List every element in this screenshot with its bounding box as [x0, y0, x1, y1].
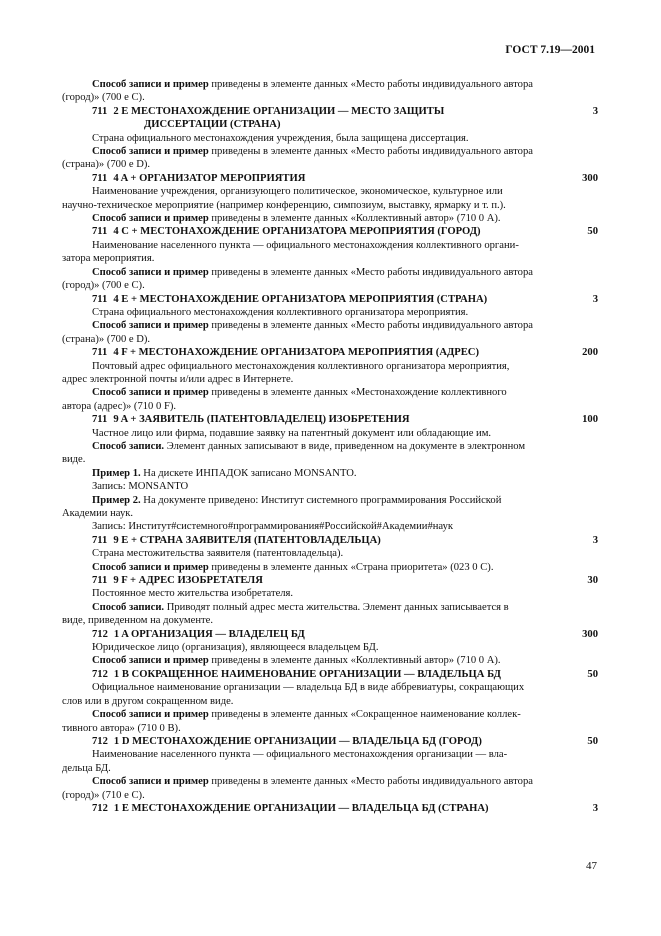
paragraph-continuation: виде.: [62, 454, 86, 466]
section-heading: [92, 413, 598, 426]
bold-lead: Способ записи и пример: [92, 79, 209, 90]
paragraph-line: [92, 306, 598, 319]
paragraph-continuation: слов или в другом сокращенном виде.: [62, 695, 234, 707]
paragraph-text: Наименование населенного пункта — официального местонахождения коллективного органи-: [92, 239, 519, 251]
paragraph: [62, 266, 598, 293]
paragraph-continuation: (страна)» (700 e D).: [62, 333, 151, 345]
bold-lead: Способ записи и пример: [92, 320, 209, 332]
text-line: [92, 641, 598, 654]
bold-lead: Способ записи и пример: [92, 655, 209, 667]
section-heading: [92, 172, 598, 185]
paragraph-text: приведены в элементе данных «Место работы индивидуального автора: [208, 776, 533, 788]
element-title: 9 E + СТРАНА ЗАЯВИТЕЛЯ (ПАТЕНТОВЛАДЕЛЬЦА): [113, 534, 381, 546]
paragraph-text: приведены в элементе данных «Коллективный автор» (710 0 A).: [208, 213, 501, 225]
document-header: ГОСТ 7.19—2001: [505, 44, 595, 56]
paragraph-text: Частное лицо или фирма, подавшие заявку на патентный документ или обладающие им.: [92, 427, 492, 439]
element-length: 3: [592, 105, 598, 117]
paragraph-text: приведены в элементе данных «Место работы индивидуального автора: [208, 79, 533, 90]
section-heading: [92, 105, 598, 132]
paragraph-text: На документе приведено: Институт системного программирования Российской: [140, 494, 502, 506]
text-line: [62, 748, 598, 775]
element-code: 711: [92, 575, 108, 587]
paragraph-line: [92, 78, 598, 91]
text-line: [92, 306, 598, 319]
element-code: 711: [92, 105, 108, 117]
element-length: 50: [587, 226, 598, 238]
paragraph-text: На дискете ИНПАДОК записано MONSANTO.: [140, 467, 357, 479]
section-heading: [92, 668, 598, 681]
paragraph-line: [92, 212, 598, 225]
element-code: 711: [92, 226, 108, 238]
element-title-continued: ДИССЕРТАЦИИ (СТРАНА): [144, 119, 281, 131]
paragraph-continuation: адрес электронной почты и/или адрес в Интернете.: [62, 373, 294, 385]
text-line: [62, 239, 598, 266]
paragraph: [62, 386, 598, 413]
paragraph-line: [92, 748, 598, 761]
text-line: [92, 427, 598, 440]
text-line: [92, 587, 598, 600]
bold-lead: Способ записи и пример: [92, 709, 209, 721]
paragraph-text: Страна официального местонахождения коллективного организатора мероприятия.: [92, 306, 469, 318]
paragraph-text: приведены в элементе данных «Страна приоритета» (023 0 C).: [208, 561, 494, 573]
bold-lead: Способ записи и пример: [92, 146, 209, 158]
paragraph-text: Запись: MONSANTO: [92, 481, 189, 493]
paragraph-text: Официальное наименование организации — владельца БД в виде аббревиатуры, сокращающих: [92, 682, 525, 694]
element-length: 50: [587, 668, 598, 680]
bold-lead: Способ записи и пример: [92, 776, 209, 788]
paragraph-text: Юридическое лицо (организация), являющееся владельцем БД.: [92, 642, 379, 654]
element-length: 30: [587, 575, 598, 587]
paragraph-continuation: виде, приведенном на документе.: [62, 615, 213, 627]
section-heading: [92, 293, 598, 306]
paragraph: [92, 467, 598, 480]
paragraph-continuation: тивного автора» (710 0 B).: [62, 722, 181, 734]
section-heading: [92, 802, 598, 815]
bold-lead: Пример 2.: [92, 494, 141, 506]
paragraph-text: Постоянное место жительства изобретателя.: [92, 588, 294, 600]
text-line: [62, 360, 598, 387]
paragraph-line: [92, 708, 598, 721]
paragraph-continuation: (город)» (700 e C).: [62, 280, 145, 292]
element-title: 1 D МЕСТОНАХОЖДЕНИЕ ОРГАНИЗАЦИИ — ВЛАДЕЛЬЦА БД (ГОРОД): [113, 735, 482, 747]
text-line: [62, 681, 598, 708]
element-code: 712: [92, 802, 108, 814]
section-heading: [92, 346, 598, 359]
paragraph-line: [92, 520, 598, 533]
element-code: 711: [92, 414, 108, 426]
paragraph-line: [92, 494, 598, 507]
paragraph: [62, 601, 598, 628]
element-code: 712: [92, 735, 108, 747]
element-length: 3: [592, 802, 598, 814]
paragraph-line: [92, 427, 598, 440]
element-length: 3: [592, 534, 598, 546]
element-code: 712: [92, 628, 108, 640]
element-title: 4 C + МЕСТОНАХОЖДЕНИЕ ОРГАНИЗАТОРА МЕРОПРИЯТИЯ (ГОРОД): [113, 226, 481, 238]
paragraph: [92, 561, 598, 574]
paragraph-continuation: научно-техническое мероприятие (например конференцию, симпозиум, выставку, ярмарку и т. п.).: [62, 199, 506, 211]
text-line: [92, 547, 598, 560]
paragraph-text: Наименование населенного пункта — официального местонахождения организации — вла-: [92, 749, 508, 761]
bold-lead: Способ записи и пример: [92, 561, 209, 573]
bold-lead: Способ записи и пример: [92, 266, 209, 278]
element-title: 2 E МЕСТОНАХОЖДЕНИЕ ОРГАНИЗАЦИИ — МЕСТО ЗАЩИТЫ: [113, 105, 445, 117]
element-code: 711: [92, 172, 108, 184]
paragraph-text: Наименование учреждения, организующего политическое, экономическое, культурное или: [92, 186, 503, 198]
paragraph-line: [92, 185, 598, 198]
element-code: 711: [92, 347, 108, 359]
paragraph-text: Запись: Институт#системного#программирования#Российской#Академии#наук: [92, 521, 454, 533]
paragraph-text: приведены в элементе данных «Сокращенное наименование коллек-: [208, 709, 521, 721]
paragraph-line: [92, 467, 598, 480]
paragraph-continuation: (страна)» (700 e D).: [62, 159, 151, 171]
paragraph: [62, 494, 598, 521]
paragraph-continuation: дельца БД.: [62, 762, 111, 774]
paragraph-line: [92, 132, 598, 145]
text-line: [62, 185, 598, 212]
element-length: 300: [582, 172, 598, 184]
element-title: 9 A + ЗАЯВИТЕЛЬ (ПАТЕНТОВЛАДЕЛЕЦ) ИЗОБРЕТЕНИЯ: [113, 414, 410, 426]
paragraph: [62, 319, 598, 346]
element-title: 4 F + МЕСТОНАХОЖДЕНИЕ ОРГАНИЗАТОРА МЕРОПРИЯТИЯ (АДРЕС): [113, 347, 479, 359]
element-title: 4 E + МЕСТОНАХОЖДЕНИЕ ОРГАНИЗАТОРА МЕРОПРИЯТИЯ (СТРАНА): [113, 293, 488, 305]
element-length: 100: [582, 414, 598, 426]
paragraph-line: [92, 480, 598, 493]
element-length: 50: [587, 735, 598, 747]
text-line: [92, 132, 598, 145]
paragraph-line: [92, 145, 598, 158]
paragraph-continuation: затора мероприятия.: [62, 253, 155, 265]
section-heading: [92, 225, 598, 238]
page-number: 47: [586, 860, 597, 872]
bold-lead: Способ записи.: [92, 440, 165, 452]
paragraph: [62, 440, 598, 467]
text-line: [92, 520, 598, 533]
element-title: 9 F + АДРЕС ИЗОБРЕТАТЕЛЯ: [113, 575, 263, 587]
bold-lead: Способ записи и пример: [92, 213, 209, 225]
paragraph: [62, 708, 598, 735]
paragraph-text: приведены в элементе данных «Место работы индивидуального автора: [208, 146, 533, 158]
paragraph-text: приведены в элементе данных «Коллективный автор» (710 0 A).: [208, 655, 501, 667]
element-length: 300: [582, 628, 598, 640]
document-body: [62, 78, 598, 815]
section-heading: [92, 735, 598, 748]
paragraph-text: приведены в элементе данных «Место работы индивидуального автора: [208, 320, 533, 332]
paragraph: [62, 78, 598, 105]
paragraph: [92, 212, 598, 225]
paragraph-text: Почтовый адрес официального местонахождения коллективного организатора мероприятия,: [92, 360, 510, 372]
paragraph-line: [92, 360, 598, 373]
paragraph-text: приведены в элементе данных «Местонахождение коллективного: [208, 387, 507, 399]
paragraph-line: [92, 239, 598, 252]
element-code: 711: [92, 534, 108, 546]
paragraph-line: [92, 601, 598, 614]
paragraph-line: [92, 319, 598, 332]
section-heading: [92, 628, 598, 641]
element-code: 711: [92, 293, 108, 305]
paragraph-continuation: автора (адрес)» (710 0 F).: [62, 400, 177, 412]
paragraph-line: [92, 587, 598, 600]
paragraph-line: [92, 654, 598, 667]
paragraph-continuation: (город)» (710 e C).: [62, 789, 145, 801]
paragraph-continuation: (город)» (700 e C).: [62, 92, 145, 104]
paragraph-line: [92, 440, 598, 453]
paragraph-line: [92, 266, 598, 279]
element-title: 1 B СОКРАЩЕННОЕ НАИМЕНОВАНИЕ ОРГАНИЗАЦИИ — ВЛАДЕЛЬЦА БД: [113, 668, 501, 680]
element-title: 1 A ОРГАНИЗАЦИЯ — ВЛАДЕЛЕЦ БД: [113, 628, 305, 640]
paragraph: [62, 775, 598, 802]
element-title: 4 A + ОРГАНИЗАТОР МЕРОПРИЯТИЯ: [113, 172, 306, 184]
element-length: 200: [582, 347, 598, 359]
bold-lead: Пример 1.: [92, 467, 141, 479]
paragraph-text: Приводят полный адрес места жительства. Элемент данных записывается в: [164, 601, 509, 613]
paragraph-text: Страна местожительства заявителя (патентовладельца).: [92, 548, 344, 560]
paragraph-text: Элемент данных записывают в виде, приведенном на документе в электронном: [164, 440, 526, 452]
text-line: [92, 480, 598, 493]
element-title: 1 E МЕСТОНАХОЖДЕНИЕ ОРГАНИЗАЦИИ — ВЛАДЕЛЬЦА БД (СТРАНА): [113, 802, 489, 814]
element-length: 3: [592, 293, 598, 305]
bold-lead: Способ записи и пример: [92, 387, 209, 399]
paragraph: [92, 654, 598, 667]
paragraph-text: Страна официального местонахождения учреждения, была защищена диссертация.: [92, 132, 469, 144]
section-heading: [92, 534, 598, 547]
paragraph-continuation: Академии наук.: [62, 508, 134, 519]
element-code: 712: [92, 668, 108, 680]
section-heading: [92, 574, 598, 587]
bold-lead: Способ записи.: [92, 601, 165, 613]
paragraph-line: [92, 386, 598, 399]
paragraph-line: [92, 561, 598, 574]
paragraph-text: приведены в элементе данных «Место работы индивидуального автора: [208, 266, 533, 278]
paragraph-line: [92, 775, 598, 788]
paragraph-line: [92, 641, 598, 654]
paragraph-line: [92, 547, 598, 560]
paragraph: [62, 145, 598, 172]
paragraph-line: [92, 681, 598, 694]
